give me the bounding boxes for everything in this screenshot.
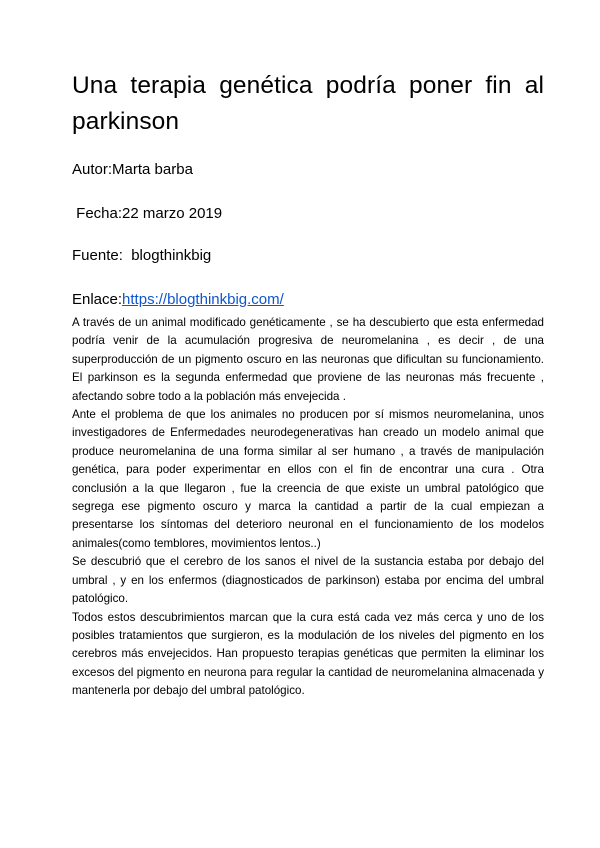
source-link[interactable]: https://blogthinkbig.com/ bbox=[122, 291, 284, 308]
body-paragraph: Ante el problema de que los animales no producen por sí mismos neuromelanina, unos investigadores de Enfermedades neurodegenerativas han creado un modelo animal que produce neuromelanina de una forma similar al ser humano , a través de manipulación genética, para poder experimentar en ellos con el fin de encontrar una cura . Otra conclusión a la que llegaron , fue la creencia de que existe un umbral patológico que segrega ese pigmento oscuro y marca la cantidad a partir de la cual empiezan a presentarse los síntomas del deterioro neuronal en el funcionamiento de los modelos animales(como temblores, movimientos lentos..) bbox=[72, 408, 544, 550]
document-title: Una terapia genética podría poner fin al parkinson bbox=[72, 72, 544, 135]
author-value: Marta barba bbox=[112, 161, 193, 178]
body-paragraph: Se descubrió que el cerebro de los sanos el nivel de la sustancia estaba por debajo del umbral , y en los enfermos (diagnosticados de parkinson) estaba por encima del umbral patológico. bbox=[72, 555, 544, 606]
date-line bbox=[72, 204, 544, 224]
document-page bbox=[72, 68, 544, 701]
author-label: Autor: bbox=[72, 161, 113, 178]
date-label: Fecha: bbox=[72, 205, 123, 222]
date-value: 22 marzo 2019 bbox=[122, 205, 223, 222]
link-line bbox=[72, 290, 544, 310]
source-value: blogthinkbig bbox=[131, 247, 212, 264]
body-paragraph: A través de un animal modificado genéticamente , se ha descubierto que esta enfermedad podría venir de la acumulación progresiva de neuromelanina , es decir , de una superproducción de un pigmento oscuro en las neuronas que dificultan su funcionamiento. El parkinson es la segunda enfermedad que proviene de las neuronas más frecuente , afectando sobre todo a la población más envejecida . bbox=[72, 316, 544, 403]
source-label: Fuente: bbox=[72, 247, 132, 264]
source-line bbox=[72, 246, 544, 266]
author-line bbox=[72, 160, 544, 180]
link-label: Enlace: bbox=[72, 291, 123, 308]
body-paragraph: Todos estos descubrimientos marcan que la cura está cada vez más cerca y uno de los posibles tratamientos que surgieron, es la modulación de los niveles del pigmento en los cerebros más envejecidos. Han propuesto terapias genéticas que permiten la eliminar los excesos del pigmento en neurona para regular la cantidad de neuromelanina almacenada y mantenerla por debajo del umbral patológico. bbox=[72, 610, 544, 698]
article-body bbox=[72, 314, 544, 701]
